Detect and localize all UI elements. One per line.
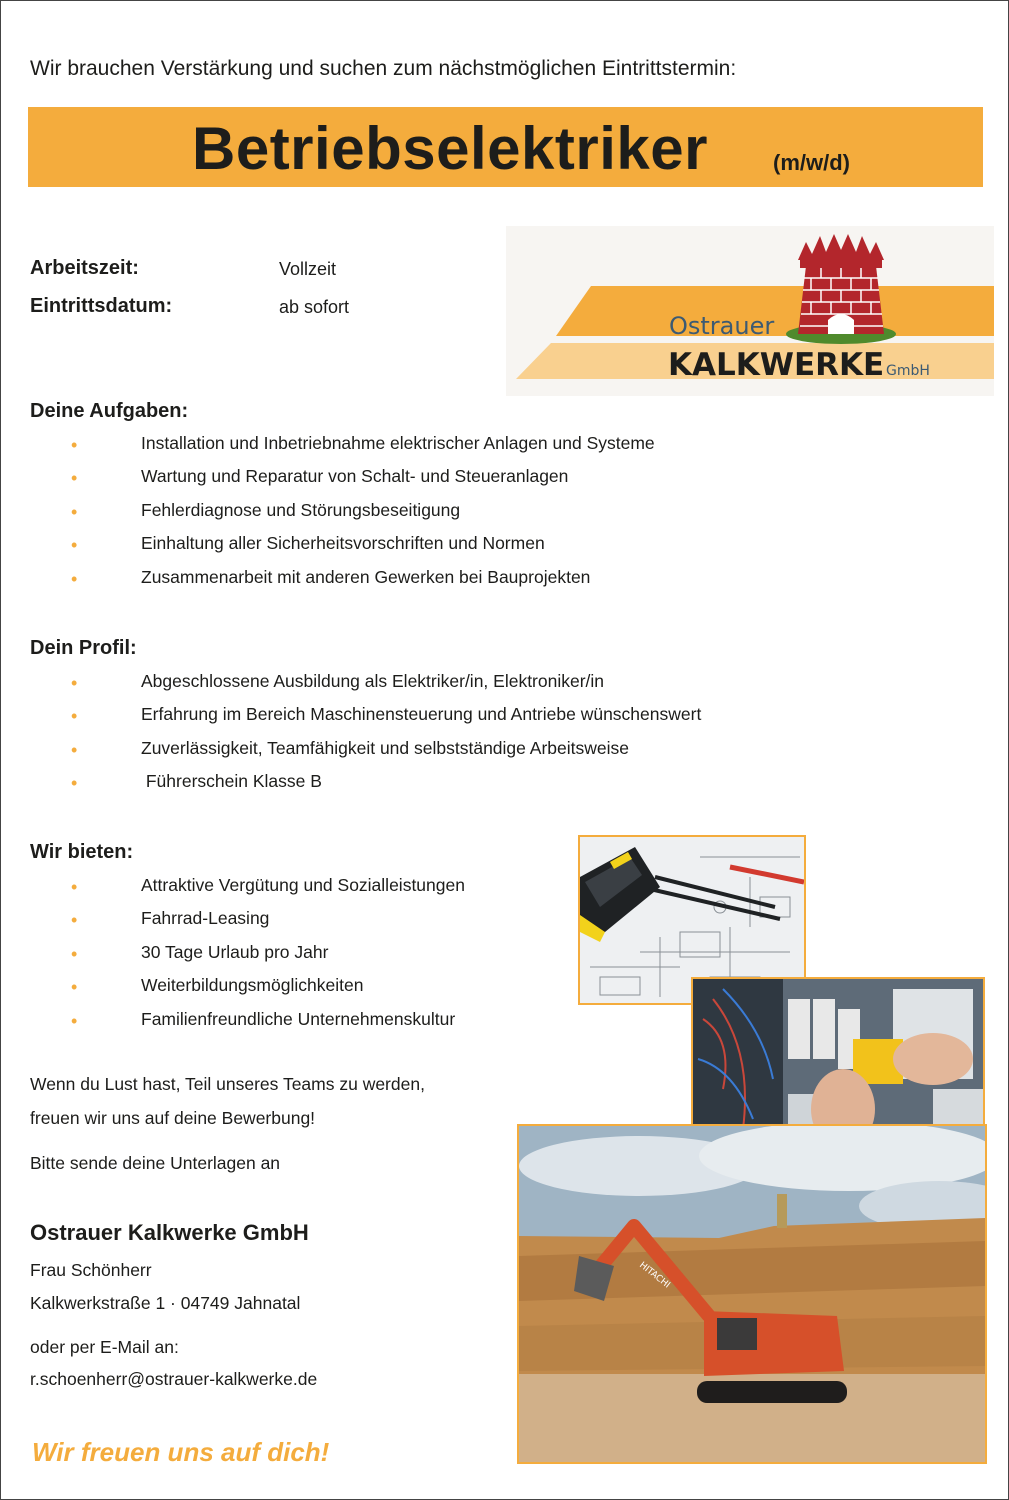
intro-text: Wir brauchen Verstärkung und suchen zum nächstmöglichen Eintrittstermin: — [30, 57, 737, 80]
list-item-text: Zuverlässigkeit, Teamfähigkeit und selbstständige Arbeitsweise — [141, 737, 629, 758]
contact-person: Frau Schönherr — [30, 1260, 152, 1280]
bullet-icon: • — [71, 1010, 78, 1031]
worktime-label: Arbeitszeit: — [30, 257, 139, 279]
company-logo — [506, 226, 994, 396]
job-title: Betriebselektriker — [192, 115, 708, 182]
closing-slogan: Wir freuen uns auf dich! — [32, 1437, 330, 1467]
bullet-icon: • — [71, 943, 78, 964]
bullet-icon: • — [71, 877, 78, 897]
list-item-text: Wartung und Reparatur von Schalt- und Steueranlagen — [141, 466, 569, 487]
profile-heading: Dein Profil: — [30, 637, 137, 659]
bullet-icon: • — [71, 739, 78, 760]
bullet-icon: • — [71, 910, 78, 931]
list-item-text: Abgeschlossene Ausbildung als Elektriker/in, Elektroniker/in — [141, 671, 605, 691]
start-date-label: Eintrittsdatum: — [30, 295, 173, 317]
email-label: oder per E-Mail an: — [30, 1337, 179, 1357]
logo-ostrauer: Ostrauer — [669, 312, 775, 340]
list-item-text: Einhaltung aller Sicherheitsvorschriften und Normen — [141, 533, 545, 554]
outro-line-3: Bitte sende deine Unterlagen an — [30, 1153, 281, 1173]
title-banner — [28, 107, 983, 187]
start-date-value: ab sofort — [279, 297, 350, 317]
bullet-icon: • — [71, 435, 78, 455]
offer-heading: Wir bieten: — [30, 841, 134, 863]
tasks-heading: Deine Aufgaben: — [30, 400, 189, 422]
job-gender-suffix: (m/w/d) — [773, 150, 850, 175]
outro-line-1: Wenn du Lust hast, Teil unseres Teams zu werden, — [30, 1074, 425, 1094]
bullet-icon: • — [71, 568, 78, 589]
list-item-text: Familienfreundliche Unternehmenskultur — [141, 1008, 456, 1029]
bullet-icon: • — [71, 501, 78, 522]
logo-kalkwerke: KALKWERKE — [668, 347, 885, 383]
list-item-text: Führerschein Klasse B — [141, 771, 322, 792]
bullet-icon: • — [71, 706, 78, 727]
list-item-text: Installation und Inbetriebnahme elektrischer Anlagen und Systeme — [141, 433, 655, 453]
bullet-icon: • — [71, 468, 78, 489]
outro-line-2: freuen wir uns auf deine Bewerbung! — [30, 1108, 316, 1128]
bullet-icon: • — [71, 535, 78, 556]
contact-address: Kalkwerkstraße 1 · 04749 Jahnatal — [30, 1293, 301, 1313]
bullet-icon: • — [71, 773, 78, 794]
list-item-text: 30 Tage Urlaub pro Jahr — [141, 941, 329, 962]
company-name: Ostrauer Kalkwerke GmbH — [30, 1220, 309, 1245]
excavator-brand: HITACHI — [637, 1260, 672, 1291]
bullet-icon: • — [71, 977, 78, 998]
list-item-text: Erfahrung im Bereich Maschinensteuerung und Antriebe wünschenswert — [141, 704, 702, 725]
logo-gmbh: GmbH — [886, 363, 930, 379]
company-logo-graphic — [506, 226, 994, 396]
worktime-value: Vollzeit — [279, 259, 337, 279]
list-item-text: Weiterbildungsmöglichkeiten — [141, 975, 364, 996]
photo-excavator-quarry — [517, 1124, 987, 1464]
list-item-text: Fehlerdiagnose und Störungsbeseitigung — [141, 499, 461, 520]
email-address: r.schoenherr@ostrauer-kalkwerke.de — [30, 1369, 318, 1389]
list-item-text: Attraktive Vergütung und Sozialleistungen — [141, 875, 465, 895]
excavator-quarry-image — [519, 1126, 985, 1462]
list-item-text: Fahrrad-Leasing — [141, 908, 270, 929]
list-item-text: Zusammenarbeit mit anderen Gewerken bei Bauprojekten — [141, 566, 591, 587]
bullet-icon: • — [71, 673, 78, 693]
